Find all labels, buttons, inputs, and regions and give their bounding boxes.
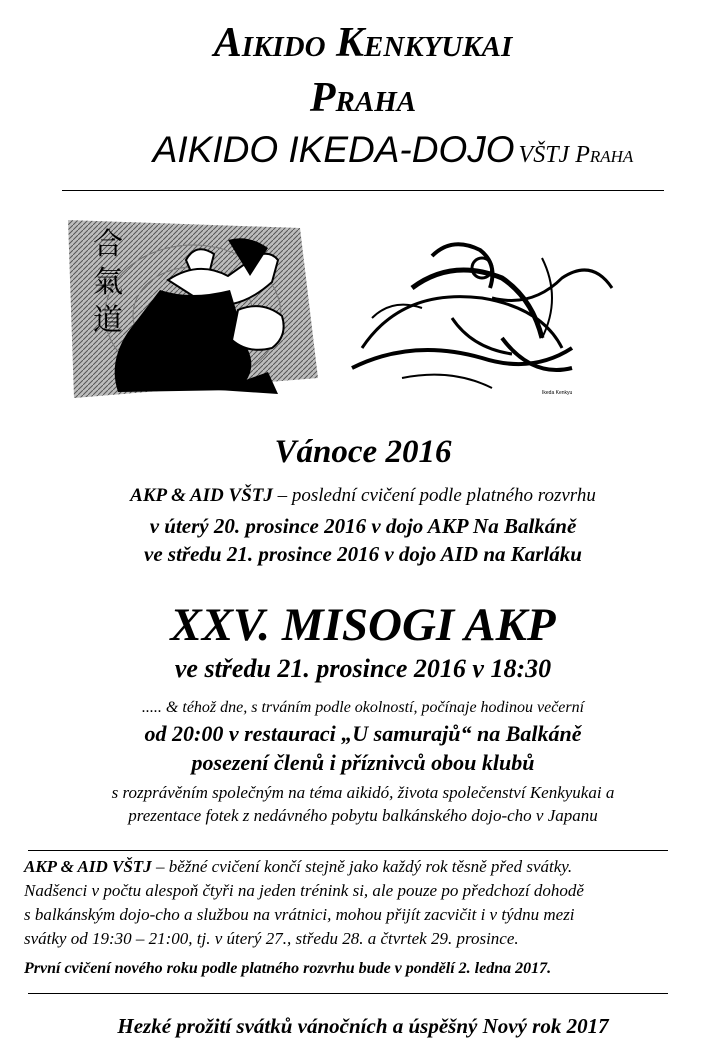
misogi-meeting: posezení členů i příznivců obou klubů	[191, 750, 535, 775]
notice-line-1	[24, 855, 572, 879]
aikido-throw-image	[68, 220, 318, 398]
christmas-line-2: v úterý 20. prosince 2016 v dojo AKP Na Balkáně	[149, 514, 577, 538]
dojo-affiliation: VŠTJ Praha	[518, 142, 634, 168]
misogi-title: XXV. MISOGI AKP	[170, 599, 556, 651]
aikido-sketch-image	[342, 228, 620, 400]
misogi-desc-2: prezentace fotek z nedávného pobytu balkánského dojo-cho v Japanu	[128, 806, 598, 825]
holiday-wish: Hezké prožití svátků vánočních a úspěšný Nový rok 2017	[117, 1014, 609, 1038]
header-divider	[62, 190, 664, 191]
section-divider	[28, 850, 668, 851]
club-city: Praha	[309, 75, 417, 121]
christmas-clubs: AKP & AID VŠTJ	[130, 485, 273, 506]
notice-line-5: První cvičení nového roku podle platného rozvrhu bude v pondělí 2. ledna 2017.	[24, 960, 552, 977]
notice-line-1-rest: – běžné cvičení končí stejně jako každý rok těsně před svátky.	[151, 857, 573, 876]
aikido-kanji: 合 氣 道	[93, 228, 123, 337]
dojo-name: AIKIDO IKEDA-DOJO	[152, 129, 515, 170]
christmas-line-1-rest: – poslední cvičení podle platného rozvrhu	[272, 485, 596, 506]
notice-line-2: Nadšenci v počtu alespoň čtyři na jeden trénink si, ale pouze po předchozí dohodě	[24, 881, 584, 900]
misogi-desc-1: s rozprávěním společným na téma aikidó, života společenství Kenkyukai a	[111, 783, 615, 802]
misogi-place: od 20:00 v restauraci „U samurajů“ na Balkáně	[144, 721, 582, 746]
christmas-line-3: ve středu 21. prosince 2016 v dojo AID na Karláku	[144, 542, 582, 566]
notice-line-4: svátky od 19:30 – 21:00, tj. v úterý 27., středu 28. a čtvrtek 29. prosince.	[24, 929, 519, 948]
misogi-date: ve středu 21. prosince 2016 v 18:30	[174, 654, 552, 683]
footer-divider	[28, 993, 668, 994]
christmas-line-1	[0, 484, 726, 508]
notice-line-3: s balkánským dojo-cho a službou na vrátnici, mohou přijít zacvičit i v týdnu mezi	[24, 905, 575, 924]
sketch-signature: Ikeda Kenkyu	[542, 390, 573, 396]
notice-clubs: AKP & AID VŠTJ	[24, 857, 152, 876]
christmas-title: Vánoce 2016	[274, 434, 452, 470]
club-title: Aikido Kenkyukai	[213, 20, 513, 66]
dojo-line	[0, 128, 726, 177]
misogi-intro: ..... & téhož dne, s trváním podle okolností, počínaje hodinou večerní	[141, 699, 585, 716]
